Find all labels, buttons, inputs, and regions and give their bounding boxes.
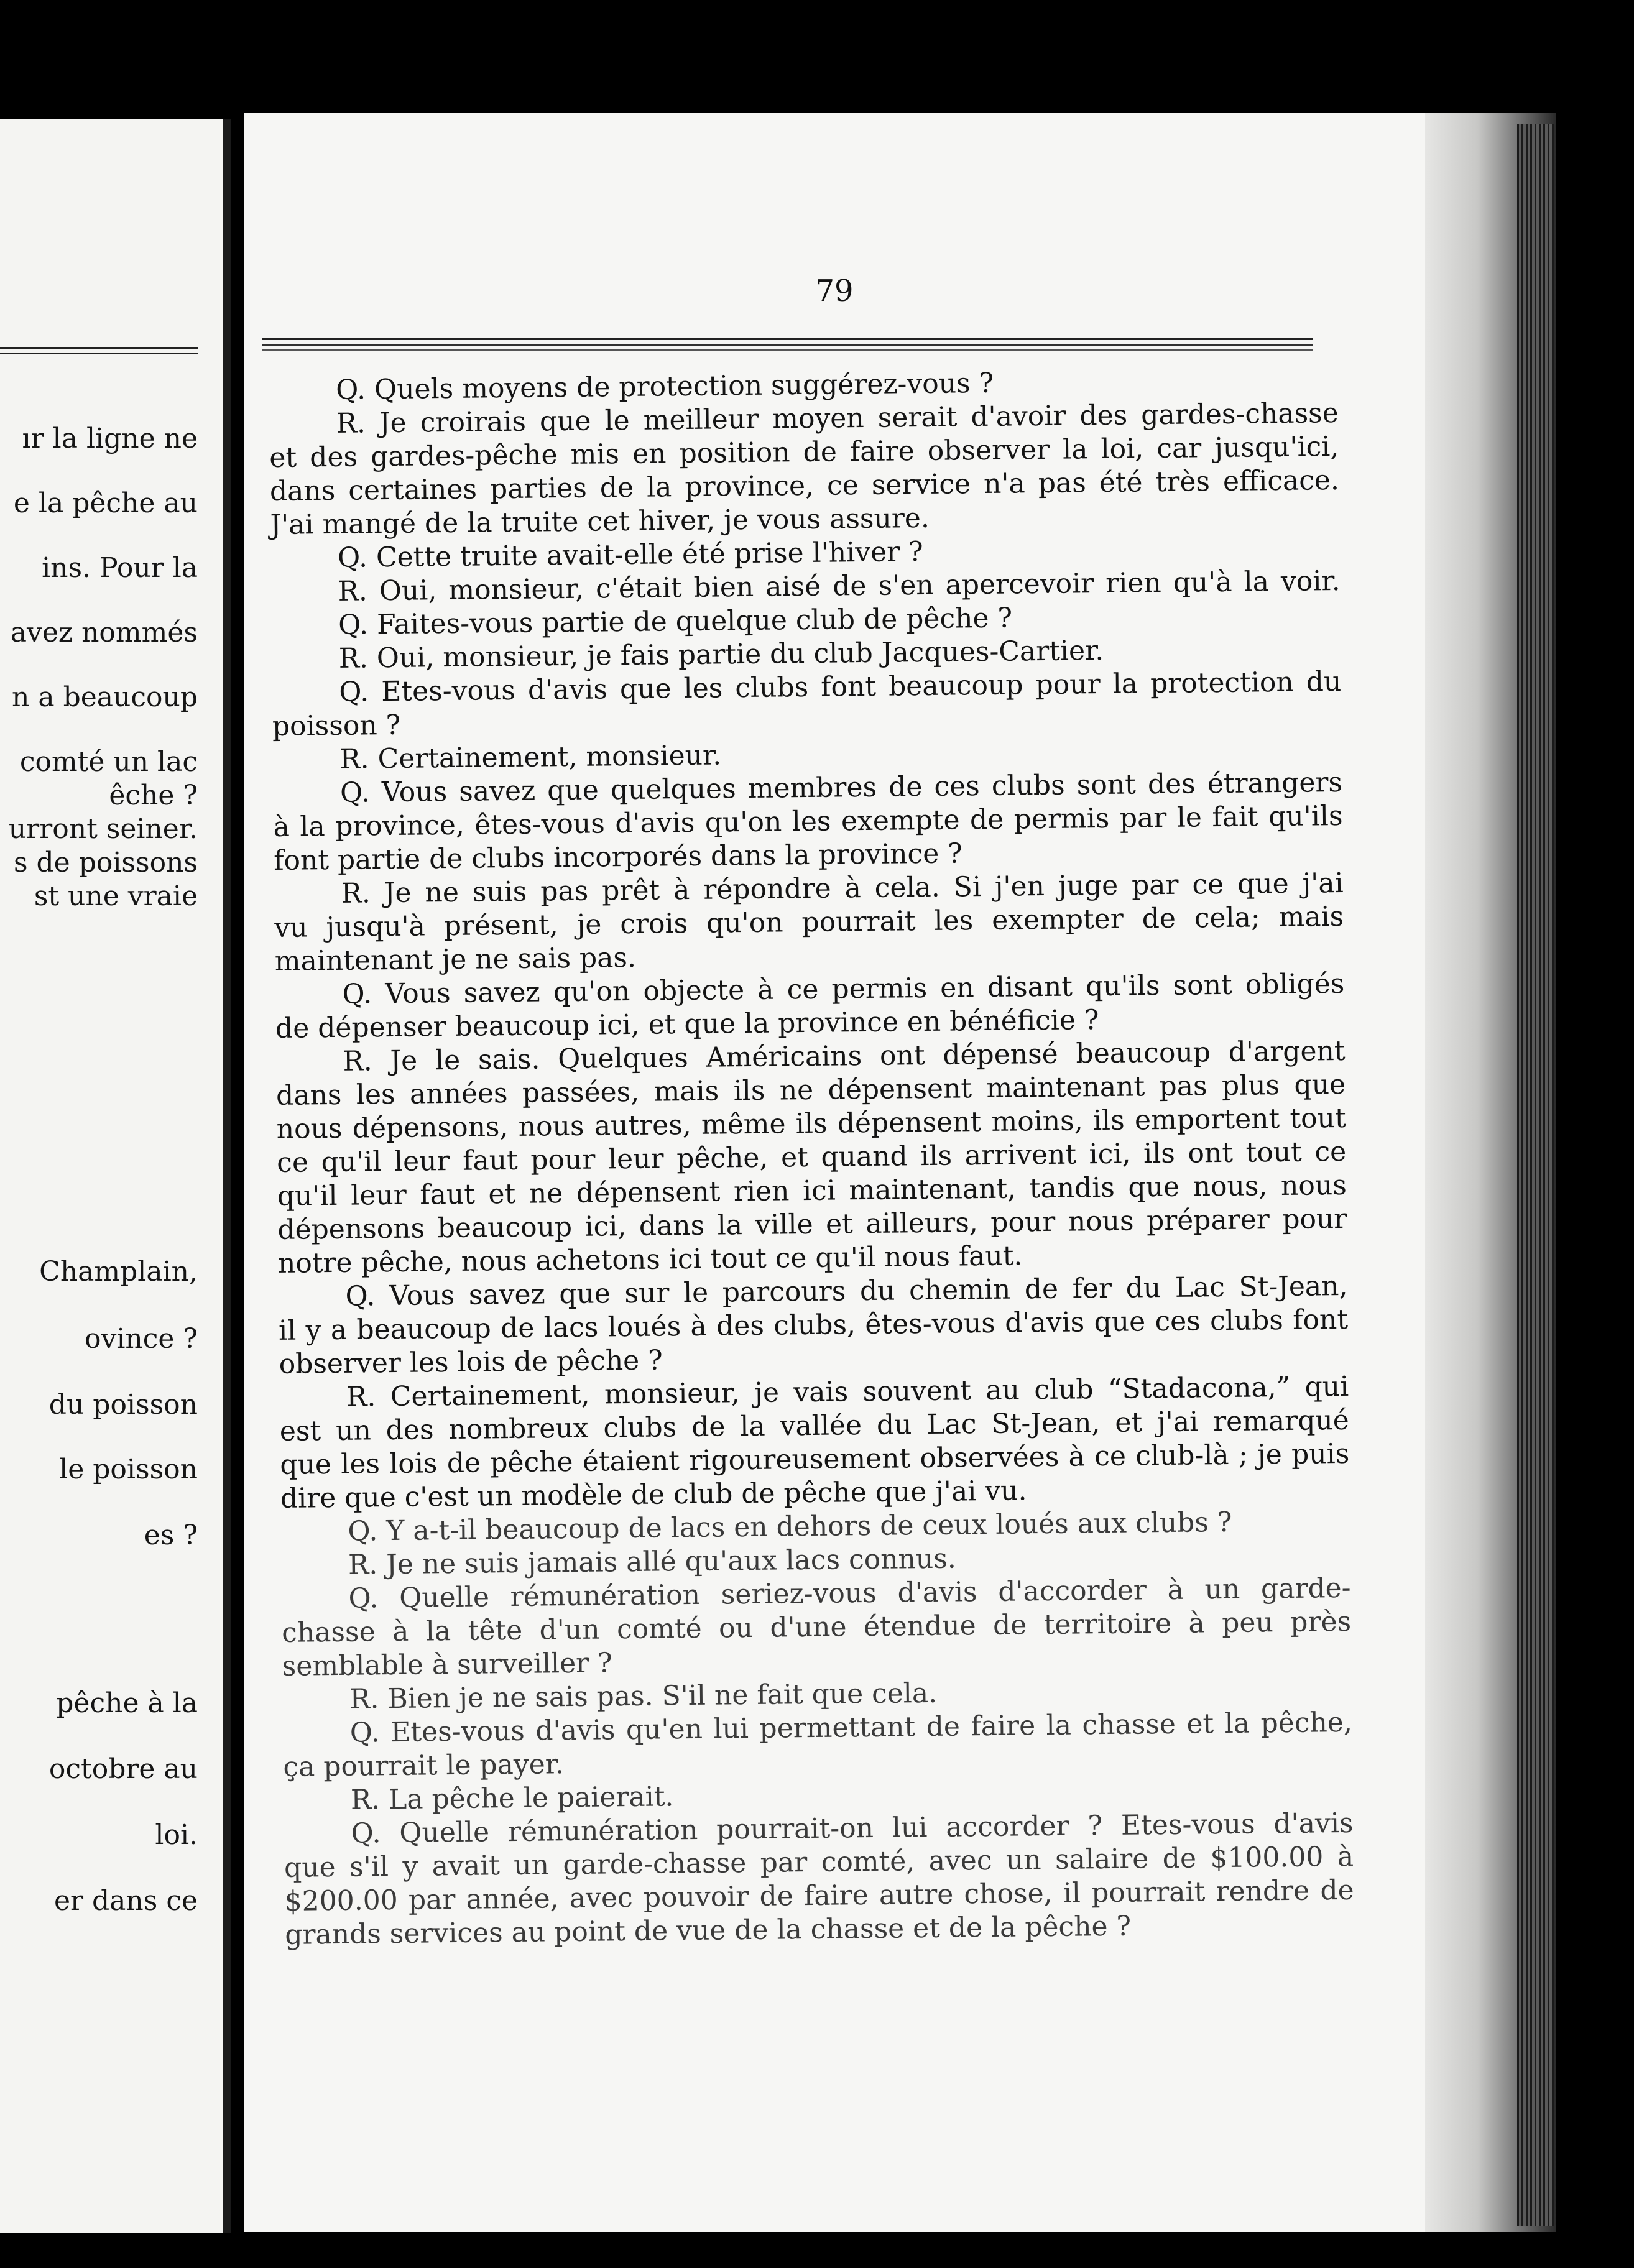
left-line: ovince ?	[84, 1323, 198, 1355]
text-line: maintenant je ne sais pas.	[274, 941, 637, 977]
text-line: que s'il y avait un garde-chasse par comté, avec un salaire de $100.00 à	[284, 1840, 1354, 1884]
text-line: nous dépensons, nous autres, même ils dépensent moins, ils emportent tout	[276, 1102, 1346, 1145]
text-line: Q. Vous savez que quelques membres de ces clubs sont des étrangers	[339, 766, 1343, 809]
text-line: dire que c'est un modèle de club de pêche que j'ai vu.	[280, 1475, 1027, 1514]
header-rule	[262, 338, 1313, 340]
left-page-rule-secondary	[0, 353, 198, 354]
text-line: qu'il leur faut et ne dépensent rien ici maintenant, tandis que nous, nous	[277, 1169, 1347, 1212]
left-line: avez nommés	[10, 617, 198, 648]
page-number: 79	[815, 274, 854, 308]
text-line: notre pêche, nous achetons ici tout ce qu'il nous faut.	[277, 1240, 1023, 1279]
text-line: dépensons beaucoup ici, dans la ville et ailleurs, pour nous préparer pour	[277, 1202, 1347, 1246]
header-rule-tertiary	[262, 349, 1313, 351]
header-rule-secondary	[262, 344, 1313, 346]
book-page-stack	[1517, 124, 1554, 2226]
text-line: dans les années passées, mais ils ne dépensent maintenant pas plus que	[275, 1068, 1346, 1112]
left-page	[0, 119, 231, 2233]
left-line: du poisson	[48, 1389, 198, 1421]
text-line: R. Je ne suis jamais allé qu'aux lacs connus.	[348, 1542, 957, 1581]
text-line: et des gardes-pêche mis en position de faire observer la loi, car jusqu'ici,	[269, 430, 1339, 474]
text-line: R. Certainement, monsieur, je vais souvent au club “Stadacona,” qui	[346, 1370, 1349, 1413]
left-line: ins. Pour la	[42, 552, 198, 584]
left-page-rule	[0, 347, 198, 349]
text-line: il y a beaucoup de lacs loués à des clubs, êtes-vous d'avis que ces clubs font	[278, 1303, 1349, 1347]
left-line: urront seiner.	[8, 813, 198, 845]
text-line: observer les lois de pêche ?	[279, 1344, 663, 1380]
right-page	[244, 113, 1425, 2232]
text-line: R. Oui, monsieur, je fais partie du club Jacques-Cartier.	[338, 634, 1104, 675]
text-line: chasse à la tête d'un comté ou d'une étendue de territoire à peu près	[281, 1605, 1352, 1649]
left-line: st une vraie	[34, 880, 198, 912]
text-line: Q. Quelle rémunération seriez-vous d'avis d'accorder à un garde-	[348, 1572, 1351, 1615]
text-line: R. Bien je ne sais pas. S'il ne fait que cela.	[349, 1677, 938, 1715]
text-line: $200.00 par année, avec pouvoir de faire autre chose, il pourrait rendre de	[284, 1874, 1354, 1917]
text-line: grands services au point de vue de la chasse et de la pêche ?	[285, 1910, 1132, 1951]
testimony-text	[269, 363, 1354, 1952]
left-line: es ?	[144, 1519, 198, 1551]
left-line: êche ?	[109, 780, 198, 811]
left-line: Champlain,	[39, 1256, 198, 1288]
text-line: que les lois de pêche étaient rigoureusement observées à ce club-là ; je puis	[280, 1437, 1350, 1481]
text-line: est un des nombreux clubs de la vallée du Lac St-Jean, et j'ai remarqué	[279, 1404, 1349, 1447]
text-line: Q. Quels moyens de protection suggérez-vous ?	[336, 367, 994, 406]
text-line: Q. Cette truite avait-elle été prise l'hiver ?	[337, 535, 923, 574]
text-line: poisson ?	[272, 709, 401, 742]
left-line: pêche à la	[56, 1687, 198, 1719]
left-line: octobre au	[48, 1753, 198, 1785]
text-line: ce qu'il leur faut pour leur pêche, et quand ils arrivent ici, ils ont tout ce	[277, 1135, 1347, 1179]
text-line: Q. Etes-vous d'avis que les clubs font beaucoup pour la protection du	[339, 665, 1342, 708]
left-line: s de poissons	[13, 847, 198, 878]
text-line: ça pourrait le payer.	[283, 1748, 565, 1783]
text-line: Q. Faites-vous partie de quelque club de pêche ?	[338, 602, 1013, 641]
text-line: R. Oui, monsieur, c'était bien aisé de s'en apercevoir rien qu'à la voir.	[338, 565, 1341, 607]
left-line: le poisson	[59, 1454, 198, 1485]
text-line: R. La pêche le paierait.	[350, 1781, 674, 1816]
text-line: Q. Etes-vous d'avis qu'en lui permettant de faire la chasse et la pêche,	[349, 1706, 1353, 1749]
text-line: à la province, êtes-vous d'avis qu'on les exempte de permis par le fait qu'ils	[273, 800, 1343, 843]
text-line: vu jusqu'à présent, je crois qu'on pourrait les exempter de cela; mais	[274, 900, 1344, 944]
text-line: R. Je croirais que le meilleur moyen serait d'avoir des gardes-chasse	[336, 397, 1339, 440]
text-line: dans certaines parties de la province, ce service n'a pas été très efficace.	[269, 464, 1340, 507]
text-line: Q. Vous savez que sur le parcours du chemin de fer du Lac St-Jean,	[345, 1270, 1348, 1312]
text-line: semblable à surveiller ?	[282, 1647, 613, 1682]
text-line: R. Je le sais. Quelques Américains ont dépensé beaucoup d'argent	[343, 1035, 1346, 1077]
left-line: ır la ligne ne	[22, 423, 198, 454]
text-line: font partie de clubs incorporés dans la province ?	[273, 837, 963, 877]
text-line: de dépenser beaucoup ici, et que la province en bénéficie ?	[275, 1004, 1099, 1044]
text-line: Q. Quelle rémunération pourrait-on lui accorder ? Etes-vous d'avis	[351, 1807, 1354, 1850]
left-line: e la pêche au	[13, 487, 198, 519]
left-line: n a beaucoup	[12, 681, 198, 713]
left-line: comté un lac	[19, 746, 198, 778]
text-line: R. Certainement, monsieur.	[339, 739, 722, 775]
text-line: R. Je ne suis pas prêt à répondre à cela. Si j'en juge par ce que j'ai	[341, 867, 1344, 910]
text-line: J'ai mangé de la truite cet hiver, je vous assure.	[270, 502, 930, 541]
text-line: Q. Y a-t-il beaucoup de lacs en dehors de ceux loués aux clubs ?	[348, 1506, 1232, 1547]
left-line: er dans ce	[53, 1885, 198, 1917]
text-line: Q. Vous savez qu'on objecte à ce permis en disant qu'ils sont obligés	[342, 967, 1345, 1010]
left-line: loi.	[155, 1819, 198, 1851]
